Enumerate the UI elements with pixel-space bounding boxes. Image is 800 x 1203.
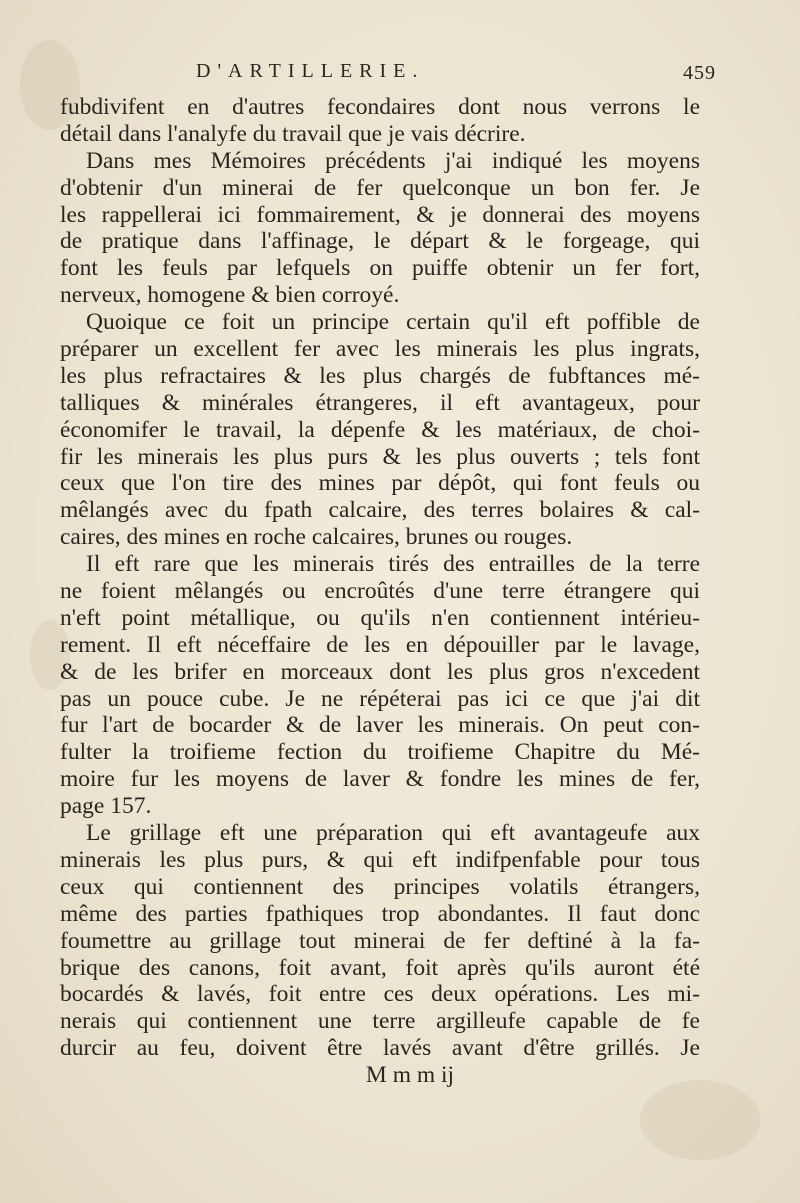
text-line: mêlangés avec du fpath calcaire, des terres bolaires & cal- [60,497,700,524]
text-line: préparer un excellent fer avec les minerais les plus ingrats, [60,336,700,363]
text-line: ne foient mêlangés ou encroûtés d'une terre étrangere qui [60,578,700,605]
page-number: 459 [683,62,716,84]
text-line: les plus refractaires & les plus chargés de fubftances mé- [60,362,700,389]
text-line: pas un pouce cube. Je ne répéterai pas ici ce que j'ai dit [60,685,700,712]
text-line: talliques & minérales étrangeres, il eft avantageux, pour [60,389,700,416]
text-line: détail dans l'analyfe du travail que je vais décrire. [60,120,526,147]
text-line: n'eft point métallique, ou qu'ils n'en contiennent intérieu- [60,604,700,631]
running-head-title: D'ARTILLERIE. [196,60,425,82]
text-line: Quoique ce foit un principe certain qu'il eft poffible de [86,309,700,336]
text-line: fir les minerais les plus purs & les plus ouverts ; tels font [60,443,700,470]
text-line: ceux qui contiennent des principes volatils étrangers, [60,873,700,900]
text-line: Il eft rare que les minerais tirés des entrailles de la terre [86,551,700,578]
text-line: fur l'art de bocarder & de laver les minerais. On peut con- [60,712,700,739]
paper-stain [640,1080,760,1160]
signature-mark: M m m ij [365,1062,455,1089]
text-line: Dans mes Mémoires précédents j'ai indiqué les moyens [86,147,700,174]
text-line: & de les brifer en morceaux dont les plus gros n'excedent [60,658,700,685]
text-line: rement. Il eft néceffaire de les en dépouiller par le lavage, [60,631,700,658]
text-line: durcir au feu, doivent être lavés avant d'être grillés. Je [60,1035,700,1062]
text-line: les rappellerai ici fommairement, & je donnerai des moyens [60,201,700,228]
text-line: nerveux, homogene & bien corroyé. [60,282,400,309]
text-line: fulter la troifieme fection du troifieme Chapitre du Mé- [60,739,700,766]
text-line: de pratique dans l'affinage, le départ & le forgeage, qui [60,228,700,255]
text-line: page 157. [60,793,152,820]
text-line: minerais les plus purs, & qui eft indifpenfable pour tous [60,846,700,873]
running-head [196,60,716,94]
text-line: nerais qui contiennent une terre argilleufe capable de fe [60,1008,700,1035]
text-line: foumettre au grillage tout minerai de fer deftiné à la fa- [60,927,700,954]
text-line: caires, des mines en roche calcaires, brunes ou rouges. [60,524,573,551]
text-line: bocardés & lavés, foit entre ces deux opérations. Les mi- [60,981,700,1008]
text-line: Le grillage eft une préparation qui eft avantageufe aux [86,820,700,847]
text-line: d'obtenir d'un minerai de fer quelconque un bon fer. Je [60,174,700,201]
text-line: même des parties fpathiques trop abondantes. Il faut donc [60,900,700,927]
text-line: ceux que l'on tire des mines par dépôt, qui font feuls ou [60,470,700,497]
text-line: économifer le travail, la dépenfe & les matériaux, de choi- [60,416,700,443]
text-line: moire fur les moyens de laver & fondre les mines de fer, [60,766,700,793]
text-line: fubdivifent en d'autres fecondaires dont nous verrons le [60,94,700,120]
body-text [60,94,700,1089]
text-line: brique des canons, foit avant, foit après qu'ils auront été [60,954,700,981]
text-line: font les feuls par lefquels on puiffe obtenir un fer fort, [60,255,700,282]
